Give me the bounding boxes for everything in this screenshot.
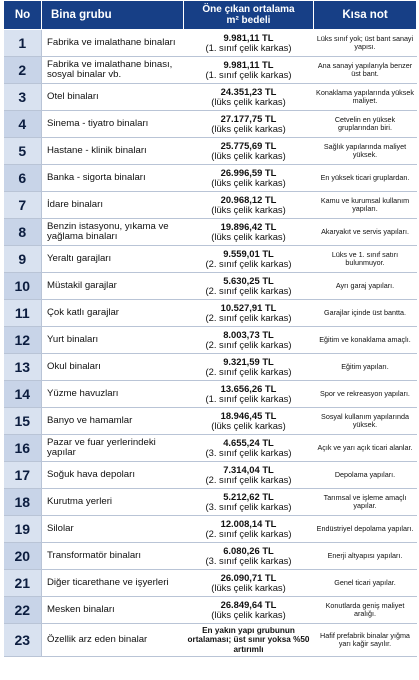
table-row: [4, 354, 417, 381]
table-row: [4, 246, 417, 273]
short-note: En yüksek ticari gruplardan.: [314, 165, 417, 192]
row-number: 12: [4, 327, 42, 354]
avg-cost-cell: [184, 543, 314, 570]
table-row: [4, 543, 417, 570]
row-number: 20: [4, 543, 42, 570]
short-note: Ayrı garaj yapıları.: [314, 273, 417, 300]
avg-cost-amount: 20.968,12 TL: [220, 193, 277, 205]
short-note: Akaryakıt ve servis yapıları.: [314, 219, 417, 246]
row-number: 19: [4, 516, 42, 543]
short-note: Sosyal kullanım yapılarında yüksek.: [314, 408, 417, 435]
building-group: Yüzme havuzları: [42, 381, 184, 408]
table-row: [4, 219, 417, 246]
short-note: Açık ve yarı açık ticari alanlar.: [314, 435, 417, 462]
avg-cost-amount: 6.080,26 TL: [223, 544, 274, 556]
avg-cost-amount: 26.996,59 TL: [220, 166, 277, 178]
construction-class: (lüks çelik karkas): [211, 582, 286, 593]
avg-cost-amount: 5.212,62 TL: [223, 490, 274, 502]
construction-class: (2. sınıf çelik karkas): [205, 339, 292, 350]
table-row: [4, 111, 417, 138]
building-group: Banka - sigorta binaları: [42, 165, 184, 192]
construction-class: (lüks çelik karkas): [211, 123, 286, 134]
avg-cost-amount: 18.946,45 TL: [220, 409, 277, 421]
construction-class: (lüks çelik karkas): [211, 177, 286, 188]
row-number: 18: [4, 489, 42, 516]
avg-cost-amount: 5.630,25 TL: [223, 274, 274, 286]
avg-cost-amount: 12.008,14 TL: [220, 517, 277, 529]
building-group: Yurt binaları: [42, 327, 184, 354]
building-group: Müstakil garajlar: [42, 273, 184, 300]
construction-class: (2. sınıf çelik karkas): [205, 285, 292, 296]
building-group: Pazar ve fuar yerlerindeki yapılar: [42, 435, 184, 462]
short-note: Endüstriyel depolama yapıları.: [314, 516, 417, 543]
building-group: Çok katlı garajlar: [42, 300, 184, 327]
construction-class: (2. sınıf çelik karkas): [205, 366, 292, 377]
table-row: [4, 30, 417, 57]
header-bina-grubu: Bina grubu: [42, 1, 184, 30]
building-group: Fabrika ve imalathane binası, sosyal binalar vb.: [42, 57, 184, 84]
building-group: Benzin istasyonu, yıkama ve yağlama binaları: [42, 219, 184, 246]
construction-class: (1. sınıf çelik karkas): [205, 69, 292, 80]
short-note: Cetvelin en yüksek gruplarından biri.: [314, 111, 417, 138]
avg-cost-amount: En yakın yapı grubunun ortalaması; üst sınır yoksa %50 artırımlı: [187, 626, 310, 654]
table-row: [4, 273, 417, 300]
building-group: Otel binaları: [42, 84, 184, 111]
building-group: Mesken binaları: [42, 597, 184, 624]
table-header: [4, 1, 417, 30]
row-number: 2: [4, 57, 42, 84]
short-note: Tarımsal ve işleme amaçlı yapılar.: [314, 489, 417, 516]
row-number: 3: [4, 84, 42, 111]
row-number: 8: [4, 219, 42, 246]
row-number: 22: [4, 597, 42, 624]
building-group: Sinema - tiyatro binaları: [42, 111, 184, 138]
table-row: [4, 516, 417, 543]
short-note: Sağlık yapılarında maliyet yüksek.: [314, 138, 417, 165]
short-note: Konutlarda geniş maliyet aralığı.: [314, 597, 417, 624]
avg-cost-cell: [184, 111, 314, 138]
avg-cost-cell: [184, 408, 314, 435]
table-row: [4, 597, 417, 624]
avg-cost-amount: 26.849,64 TL: [220, 598, 277, 610]
avg-cost-amount: 8.003,73 TL: [223, 328, 274, 340]
construction-class: (3. sınıf çelik karkas): [205, 447, 292, 458]
table-row: [4, 57, 417, 84]
row-number: 9: [4, 246, 42, 273]
avg-cost-cell: [184, 273, 314, 300]
table-row: [4, 165, 417, 192]
avg-cost-amount: 10.527,91 TL: [220, 301, 277, 313]
avg-cost-amount: 7.314,04 TL: [223, 463, 274, 475]
short-note: Eğitim yapıları.: [314, 354, 417, 381]
table-body: [4, 30, 417, 657]
construction-class: (lüks çelik karkas): [211, 150, 286, 161]
avg-cost-cell: [184, 624, 314, 657]
table-container: [3, 0, 416, 657]
avg-cost-cell: [184, 192, 314, 219]
avg-cost-amount: 4.655,24 TL: [223, 436, 274, 448]
building-group: İdare binaları: [42, 192, 184, 219]
avg-cost-cell: [184, 138, 314, 165]
construction-class: (lüks çelik karkas): [211, 96, 286, 107]
avg-cost-cell: [184, 246, 314, 273]
row-number: 6: [4, 165, 42, 192]
construction-class: (lüks çelik karkas): [211, 231, 286, 242]
row-number: 16: [4, 435, 42, 462]
table-row: [4, 462, 417, 489]
short-note: Depolama yapıları.: [314, 462, 417, 489]
short-note: Ana sanayi yapılarıyla benzer üst bant.: [314, 57, 417, 84]
avg-cost-amount: 19.896,42 TL: [220, 220, 277, 232]
avg-cost-cell: [184, 354, 314, 381]
row-number: 14: [4, 381, 42, 408]
building-group: Soğuk hava depoları: [42, 462, 184, 489]
short-note: Lüks sınıf yok; üst bant sanayi yapısı.: [314, 30, 417, 57]
row-number: 1: [4, 30, 42, 57]
row-number: 4: [4, 111, 42, 138]
avg-cost-amount: 26.090,71 TL: [220, 571, 277, 583]
short-note: Lüks ve 1. sınıf satırı bulunmuyor.: [314, 246, 417, 273]
short-note: Hafif prefabrik binalar yığma yarı kağir sayılır.: [314, 624, 417, 657]
avg-cost-amount: 9.321,59 TL: [223, 355, 274, 367]
short-note: Konaklama yapılarında yüksek maliyet.: [314, 84, 417, 111]
row-number: 5: [4, 138, 42, 165]
building-group: Kurutma yerleri: [42, 489, 184, 516]
table-row: [4, 84, 417, 111]
short-note: Eğitim ve konaklama amaçlı.: [314, 327, 417, 354]
avg-cost-cell: [184, 30, 314, 57]
construction-class: (2. sınıf çelik karkas): [205, 528, 292, 539]
building-group: Özellik arz eden binalar: [42, 624, 184, 657]
avg-cost-cell: [184, 300, 314, 327]
construction-class: (1. sınıf çelik karkas): [205, 393, 292, 404]
avg-cost-amount: 9.981,11 TL: [223, 58, 274, 70]
avg-cost-cell: [184, 327, 314, 354]
avg-cost-amount: 9.559,01 TL: [223, 247, 274, 259]
construction-class: (lüks çelik karkas): [211, 420, 286, 431]
building-group: Yeraltı garajları: [42, 246, 184, 273]
table-row: [4, 138, 417, 165]
row-number: 11: [4, 300, 42, 327]
avg-cost-amount: 27.177,75 TL: [220, 112, 277, 124]
avg-cost-cell: [184, 597, 314, 624]
construction-class: (2. sınıf çelik karkas): [205, 258, 292, 269]
avg-cost-cell: [184, 165, 314, 192]
construction-class: (lüks çelik karkas): [211, 204, 286, 215]
building-group: Hastane - klinik binaları: [42, 138, 184, 165]
construction-class: (2. sınıf çelik karkas): [205, 312, 292, 323]
row-number: 7: [4, 192, 42, 219]
table-row: [4, 327, 417, 354]
table-row: [4, 192, 417, 219]
row-number: 17: [4, 462, 42, 489]
construction-class: (3. sınıf çelik karkas): [205, 501, 292, 512]
table-row: [4, 435, 417, 462]
construction-class: (lüks çelik karkas): [211, 609, 286, 620]
building-group: Diğer ticarethane ve işyerleri: [42, 570, 184, 597]
row-number: 10: [4, 273, 42, 300]
short-note: Enerji altyapısı yapıları.: [314, 543, 417, 570]
short-note: Spor ve rekreasyon yapıları.: [314, 381, 417, 408]
construction-class: (2. sınıf çelik karkas): [205, 474, 292, 485]
row-number: 23: [4, 624, 42, 657]
header-bedel-line2: m² bedeli: [226, 15, 271, 26]
table-row: [4, 300, 417, 327]
table-row: [4, 489, 417, 516]
building-group: Okul binaları: [42, 354, 184, 381]
avg-cost-cell: [184, 219, 314, 246]
avg-cost-amount: 13.656,26 TL: [220, 382, 277, 394]
avg-cost-cell: [184, 84, 314, 111]
short-note: Genel ticari yapılar.: [314, 570, 417, 597]
building-cost-table: [3, 0, 417, 657]
table-row: [4, 408, 417, 435]
avg-cost-cell: [184, 489, 314, 516]
header-kisa-not: Kısa not: [314, 1, 417, 30]
avg-cost-cell: [184, 462, 314, 489]
short-note: Garajlar içinde üst bantta.: [314, 300, 417, 327]
short-note: Kamu ve kurumsal kullanım yapıları.: [314, 192, 417, 219]
avg-cost-cell: [184, 570, 314, 597]
building-group: Banyo ve hamamlar: [42, 408, 184, 435]
row-number: 13: [4, 354, 42, 381]
avg-cost-cell: [184, 381, 314, 408]
header-no: No: [4, 1, 42, 30]
table-row: [4, 381, 417, 408]
header-bedel: [184, 1, 314, 30]
row-number: 21: [4, 570, 42, 597]
building-group: Fabrika ve imalathane binaları: [42, 30, 184, 57]
table-row: [4, 624, 417, 657]
avg-cost-cell: [184, 57, 314, 84]
building-group: Silolar: [42, 516, 184, 543]
row-number: 15: [4, 408, 42, 435]
avg-cost-amount: 25.775,69 TL: [220, 139, 277, 151]
construction-class: (1. sınıf çelik karkas): [205, 42, 292, 53]
header-bedel-line1: Öne çıkan ortalama: [202, 4, 295, 15]
construction-class: (3. sınıf çelik karkas): [205, 555, 292, 566]
building-group: Transformatör binaları: [42, 543, 184, 570]
avg-cost-cell: [184, 516, 314, 543]
avg-cost-amount: 9.981,11 TL: [223, 31, 274, 43]
avg-cost-amount: 24.351,23 TL: [220, 85, 277, 97]
avg-cost-cell: [184, 435, 314, 462]
table-row: [4, 570, 417, 597]
